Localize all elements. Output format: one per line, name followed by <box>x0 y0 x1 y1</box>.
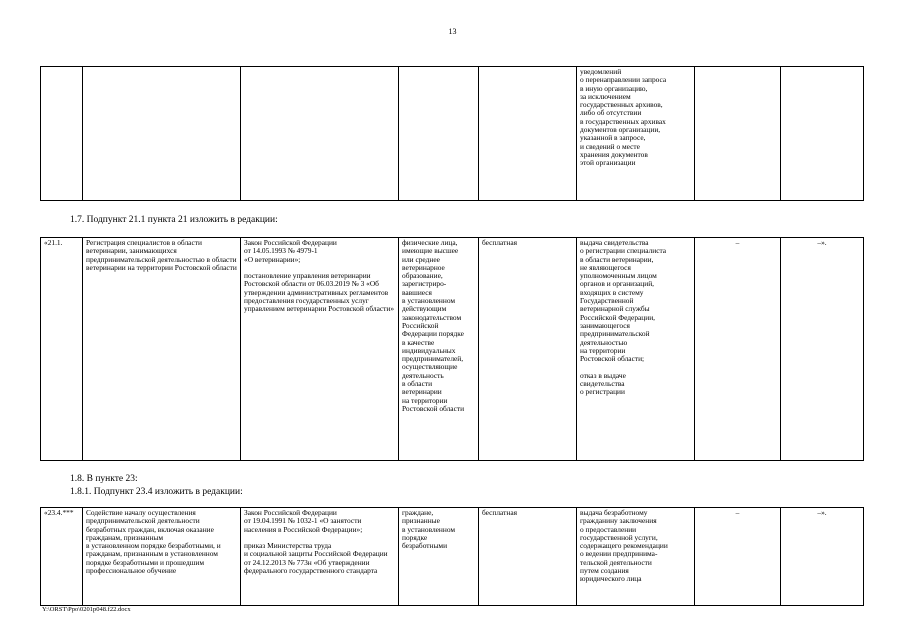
table-cell <box>479 67 577 201</box>
table-cell <box>695 67 781 201</box>
table-row <box>41 238 864 461</box>
heading-1-8: 1.8. В пункте 23: <box>70 474 138 484</box>
table-cell-dash: – <box>695 508 781 606</box>
table-cell-recipients: физические лица, имеющие высшее или среднее ветеринарное образование, зарегистриро- вавшиеся в установленном действующим законодательством Российской Федерации порядке в качестве индивидуальных предпринимателей, осуществляющие деятельность в области ветеринарии на территории Ростовской области <box>399 238 479 461</box>
table-cell: уведомлений о перенаправлении запроса в иную организацию, за исключением государственных архивов, либо об отсутствии в государственных архивах документов организации, указанной в запросе, и сведений о месте хранения документов этой организации <box>577 67 695 201</box>
table-cell-service: Регистрация специалистов в области ветеринарии, занимающихся предпринимательской деятельностью в области ветеринарии на территории Ростовской области <box>83 238 241 461</box>
heading-1-7: 1.7. Подпункт 21.1 пункта 21 изложить в редакции: <box>70 215 278 225</box>
table-row <box>41 67 864 201</box>
table-cell-payment: бесплатная <box>479 508 577 606</box>
footer-file-path: Y:\ORST\Ppo\0201p048.f22.docx <box>42 606 131 613</box>
table-cell <box>41 67 83 201</box>
table-continuation <box>40 66 864 201</box>
heading-1-8-1: 1.8.1. Подпункт 23.4 изложить в редакции: <box>70 487 243 497</box>
table-cell-recipients: граждане, признанные в установленном порядке безработными <box>399 508 479 606</box>
table-cell-legal-basis: Закон Российской Федерации от 19.04.1991 № 1032-1 «О занятости населения в Российской Федерации»; приказ Министерства труда и социальной защиты Российской Федерации от 24.12.2013 № 773н «Об утверждении федерального государственного стандарта <box>241 508 399 606</box>
table-cell-payment: бесплатная <box>479 238 577 461</box>
table-cell-result: выдача свидетельства о регистрации специалиста в области ветеринарии, не являющегося уполномоченным лицом органов и организаций, входящих в систему Государственной ветеринарной службы Российской Федерации, занимающегося предпринимательской деятельностью на территории Ростовской области; отказ в выдаче свидетельства о регистрации <box>577 238 695 461</box>
table-row <box>41 508 864 606</box>
table-cell-result: выдача безработному гражданину заключения о предоставлении государственной услуги, содержащего рекомендации о ведении предпринима- тельской деятельности путем создания юридического лица <box>577 508 695 606</box>
table-21-1 <box>40 237 864 461</box>
table-cell <box>399 67 479 201</box>
table-cell-dash-end: –». <box>781 238 864 461</box>
table-cell <box>241 67 399 201</box>
table-cell-dash: – <box>695 238 781 461</box>
table-cell-dash-end: –». <box>781 508 864 606</box>
table-cell-number: «21.1. <box>41 238 83 461</box>
table-23-4 <box>40 507 864 606</box>
table-cell <box>83 67 241 201</box>
table-cell-service: Содействие началу осуществления предпринимательской деятельности безработных граждан, включая оказание гражданам, признанным в установленном порядке безработными, и гражданам, признанным в установленном порядке безработными и прошедшим профессиональное обучение <box>83 508 241 606</box>
table-cell <box>781 67 864 201</box>
table-cell-number: «23.4.*** <box>41 508 83 606</box>
page-number: 13 <box>448 27 457 36</box>
table-cell-legal-basis: Закон Российской Федерации от 14.05.1993 № 4979-1 «О ветеринарии»; постановление управления ветеринарии Ростовской области от 06.03.2019 № 3 «Об утверждении административных регламентов предоставления государственных услуг управлением ветеринарии Ростовской области» <box>241 238 399 461</box>
